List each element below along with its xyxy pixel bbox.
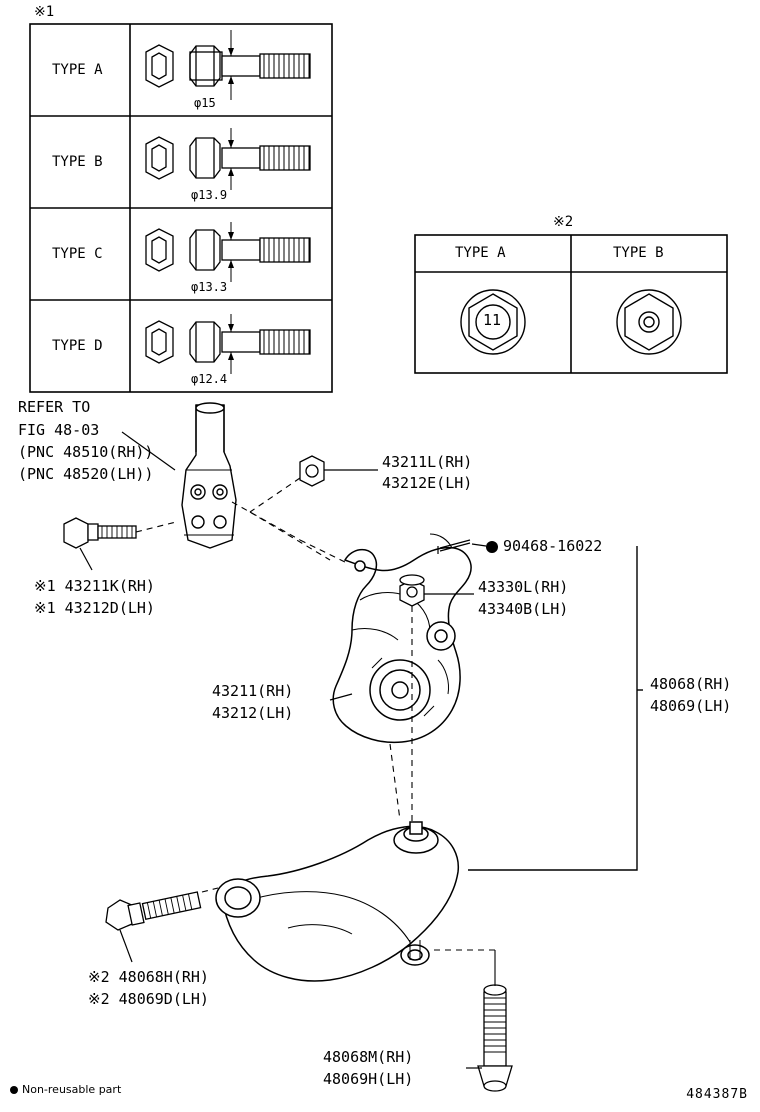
- table1-row-2-dim: φ13.3: [191, 280, 228, 294]
- callout-arm-front-bolt-line-1: ※2 48069D(LH): [88, 990, 209, 1008]
- lower-control-arm: [216, 822, 458, 981]
- table1-row-1-type: TYPE B: [52, 154, 103, 170]
- callout-steering-knuckle-line-0: 43211(RH): [212, 682, 294, 700]
- callout-lower-arm-line-1: 48069(LH): [650, 697, 732, 715]
- callout-knuckle-upper-nut-line-1: 43212E(LH): [382, 474, 473, 492]
- nonreusable-dot-icon: [10, 1086, 18, 1094]
- table1-row-0-type: TYPE A: [52, 62, 103, 78]
- callout-ball-joint-nut-line-1: 43340B(LH): [478, 600, 569, 618]
- washer-type-b-illustration: [617, 290, 681, 354]
- callout-refer-to-line-2: (PNC 48510(RH)): [18, 443, 154, 461]
- table1-row-3-type: TYPE D: [52, 338, 103, 354]
- callout-ball-joint-nut-line-0: 43330L(RH): [478, 578, 569, 596]
- callout-refer-to-line-3: (PNC 48520(LH)): [18, 465, 154, 483]
- callout-cotter-pin: 90468-16022: [503, 537, 603, 555]
- table2-header-b: TYPE B: [613, 245, 664, 261]
- table2-cell-a-text: 11: [483, 311, 502, 329]
- table1-row-0-dim: φ15: [194, 96, 216, 110]
- figure-code: 484387B: [686, 1087, 748, 1102]
- callout-arm-rear-bolt-line-1: 48069H(LH): [323, 1070, 414, 1088]
- table1-row-2-type: TYPE C: [52, 246, 103, 262]
- callout-knuckle-upper-nut-line-0: 43211L(RH): [382, 453, 473, 471]
- footer-note-text: Non-reusable part: [22, 1083, 122, 1096]
- table1-row-3-dim: φ12.4: [191, 372, 228, 386]
- table2-header-a: TYPE A: [455, 245, 506, 261]
- callout-lower-arm-line-0: 48068(RH): [650, 675, 732, 693]
- footer-note: [10, 1083, 121, 1096]
- callout-upper-bolt-line-0: ※1 43211K(RH): [34, 577, 155, 595]
- callout-steering-knuckle-line-1: 43212(LH): [212, 704, 294, 722]
- callout-refer-to-line-1: FIG 48-03: [18, 421, 100, 439]
- callout-arm-rear-bolt-line-0: 48068M(RH): [323, 1048, 414, 1066]
- bolt-type-d-illustration: [146, 314, 310, 374]
- table1-mark: ※1: [34, 4, 55, 20]
- strut-bracket: [182, 403, 236, 548]
- knuckle-upper-nut: [300, 456, 378, 486]
- bolt-type-a-illustration: [146, 30, 310, 100]
- callout-refer-to-line-0: REFER TO: [18, 398, 91, 416]
- table1-row-1-dim: φ13.9: [191, 188, 228, 202]
- lower-arm-front-bolt: [106, 888, 218, 930]
- callout-upper-bolt-line-1: ※1 43212D(LH): [34, 599, 155, 617]
- knuckle-upper-bolt: [64, 518, 176, 548]
- table2-mark: ※2: [553, 214, 574, 230]
- lower-arm-rear-bolt: [430, 950, 512, 1091]
- bolt-type-b-illustration: [146, 128, 310, 190]
- steering-knuckle: [333, 534, 471, 742]
- callout-arm-front-bolt-line-0: ※2 48068H(RH): [88, 968, 209, 986]
- bolt-type-c-illustration: [146, 222, 310, 282]
